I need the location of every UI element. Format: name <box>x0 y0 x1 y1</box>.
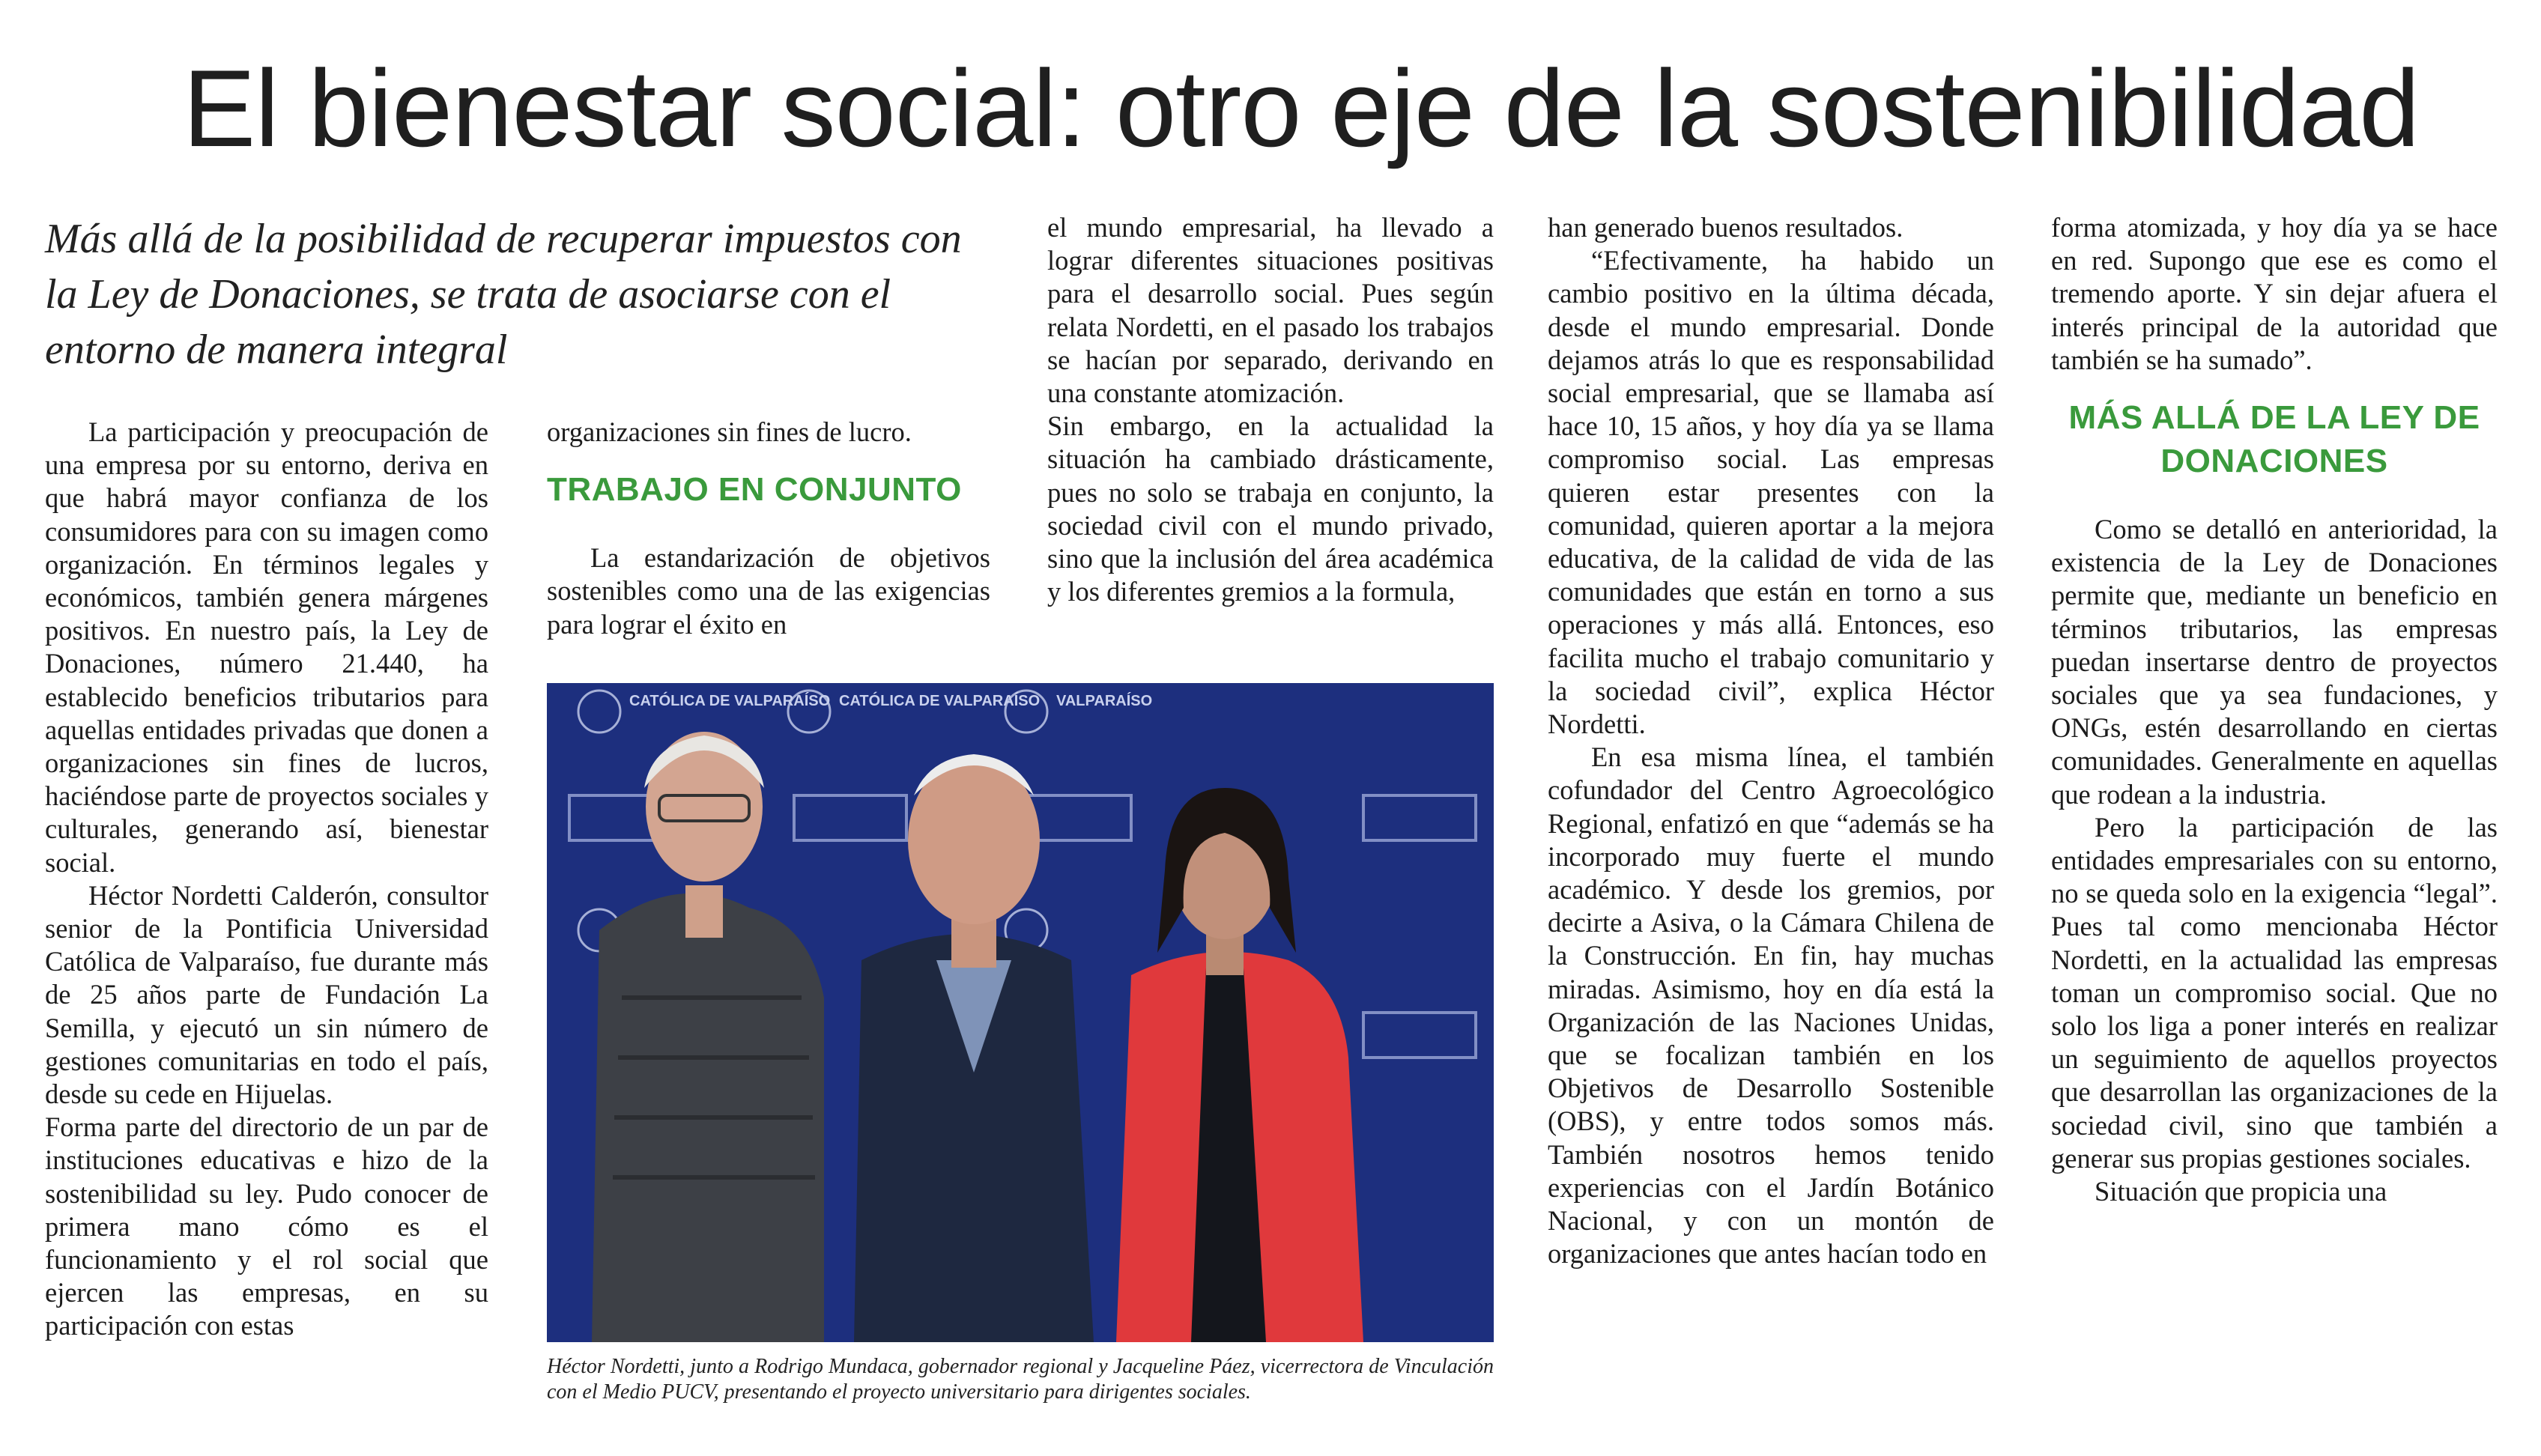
section-heading-ley: MÁS ALLÁ DE LA LEY DE DONACIONES <box>2068 399 2480 480</box>
paragraph: La estandarización de objetivos sostenibles como una de las exigencias para lograr el éxito en <box>547 542 990 640</box>
paragraph: Forma parte del directorio de un par de instituciones educativas e hizo de la sostenibilidad su ley. Pudo conocer de primera mano cómo es el funcionamiento y el rol social que ejercen las empresas, en su participación con estas <box>45 1111 488 1341</box>
paragraph: Pero la participación de las entidades empresariales con su entorno, no se queda solo en la exigencia “legal”. Pues tal como mencionaba Héctor Nordetti, en la actualidad las empresas toman un compromiso social. Que no solo los liga a poner interés en realizar un seguimiento de aquellos proyectos que desarrollan las organizaciones de la sociedad civil, sino que también a generar sus propias gestiones sociales. <box>2051 811 2498 1174</box>
column-3 <box>1047 211 1494 608</box>
photo-caption: Héctor Nordetti, junto a Rodrigo Mundaca, gobernador regional y Jacqueline Páez, vicerrectora de Vinculación con el Medio PUCV, presentando el proyecto universitario para dirigentes sociales. <box>547 1355 1494 1404</box>
column-1 <box>45 416 488 1343</box>
paragraph: Héctor Nordetti Calderón, consultor senior de la Pontificia Universidad Católica de Valparaíso, fue durante más de 25 años parte de Fundación La Semilla, y ejecutó un sin número de gestiones comunitarias en todo el país, desde su cede en Hijuelas. <box>45 879 488 1110</box>
headline: El bienestar social: otro eje de la sostenibilidad <box>183 47 2420 169</box>
section-heading-trabajo: TRABAJO EN CONJUNTO <box>547 471 962 509</box>
paragraph: forma atomizada, y hoy día ya se hace en red. Supongo que ese es como el tremendo aporte. Y sin dejar afuera el interés principal de la autoridad que también se ha sumado”. <box>2051 212 2498 375</box>
subheadline: Más allá de la posibilidad de recuperar impuestos con la Ley de Donaciones, se trata de asociarse con el entorno de manera integral <box>45 216 962 373</box>
column-5 <box>2051 211 2498 1208</box>
backdrop-text: CATÓLICA DE VALPARAÍSO <box>629 693 831 709</box>
backdrop-text: VALPARAÍSO <box>1056 693 1153 709</box>
paragraph: Como se detalló en anterioridad, la existencia de la Ley de Donaciones permite que, mediante un beneficio en términos tributarios, las empresas puedan insertarse dentro de proyectos sociales que ya sea fundaciones, y ONGs, estén desarrollando en ciertas comunidades. Generalmente en aquellas que rodean a la industria. <box>2051 514 2498 810</box>
paragraph: el mundo empresarial, ha llevado a lograr diferentes situaciones positivas para el desarrollo social. Pues según relata Nordetti, en el pasado los trabajos se hacían por separado, derivando en una constante atomización. <box>1047 212 1494 409</box>
paragraph: Situación que propicia una <box>2095 1176 2387 1207</box>
article-photo <box>547 683 1494 1342</box>
column-2 <box>547 416 990 641</box>
backdrop-text: CATÓLICA DE VALPARAÍSO <box>839 693 1041 709</box>
paragraph: Sin embargo, en la actualidad la situación ha cambiado drásticamente, pues no solo se trabaja en conjunto, la sociedad civil con el mundo privado, sino que la inclusión del área académica y los diferentes gremios a la formula, <box>1047 410 1494 607</box>
paragraph: La participación y preocupación de una empresa por su entorno, deriva en que habrá mayor confianza de los consumidores para con su imagen como organización. En términos legales y económicos, también genera márgenes positivos. En nuestro país, la Ley de Donaciones, número 21.440, ha establecido beneficios tributarios para aquellas entidades privadas que donen a organizaciones sin fines de lucros, haciéndose parte de proyectos sociales y culturales, generando así, bienestar social. <box>45 416 488 878</box>
column-4 <box>1548 211 1994 1271</box>
paragraph: organizaciones sin fines de lucro. <box>547 416 912 447</box>
paragraph: “Efectivamente, ha habido un cambio positivo en la última década, desde el mundo empresarial. Donde dejamos atrás lo que es responsabilidad social empresarial, que se llamaba así hace 10, 15 años, y hoy día ya se llama compromiso social. Las empresas quieren estar presentes con la comunidad, quieren aportar a la mejora educativa, de la calidad de vida de las comunidades que están en torno a sus operaciones y más allá. Entonces, eso facilita mucho el trabajo comunitario y la sociedad civil”, explica Héctor Nordetti. <box>1548 245 1994 740</box>
paragraph: han generado buenos resultados. <box>1548 212 1904 243</box>
paragraph: En esa misma línea, el también cofundador del Centro Agroecológico Regional, enfatizó en que “además se ha incorporado muy fuerte el mundo académico. Y desde los gremios, por decirte a Asiva, o la Cámara Chilena de la Construcción. En fin, hay muchas miradas. Asimismo, hoy en día está la Organización de las Naciones Unidas, que se focalizan también en los Objetivos de Desarrollo Sostenible (OBS), y entre todos somos más. También nosotros hemos tenido experiencias con el Jardín Botánico Nacional, y con un montón de organizaciones que antes hacían todo en <box>1548 741 1994 1270</box>
